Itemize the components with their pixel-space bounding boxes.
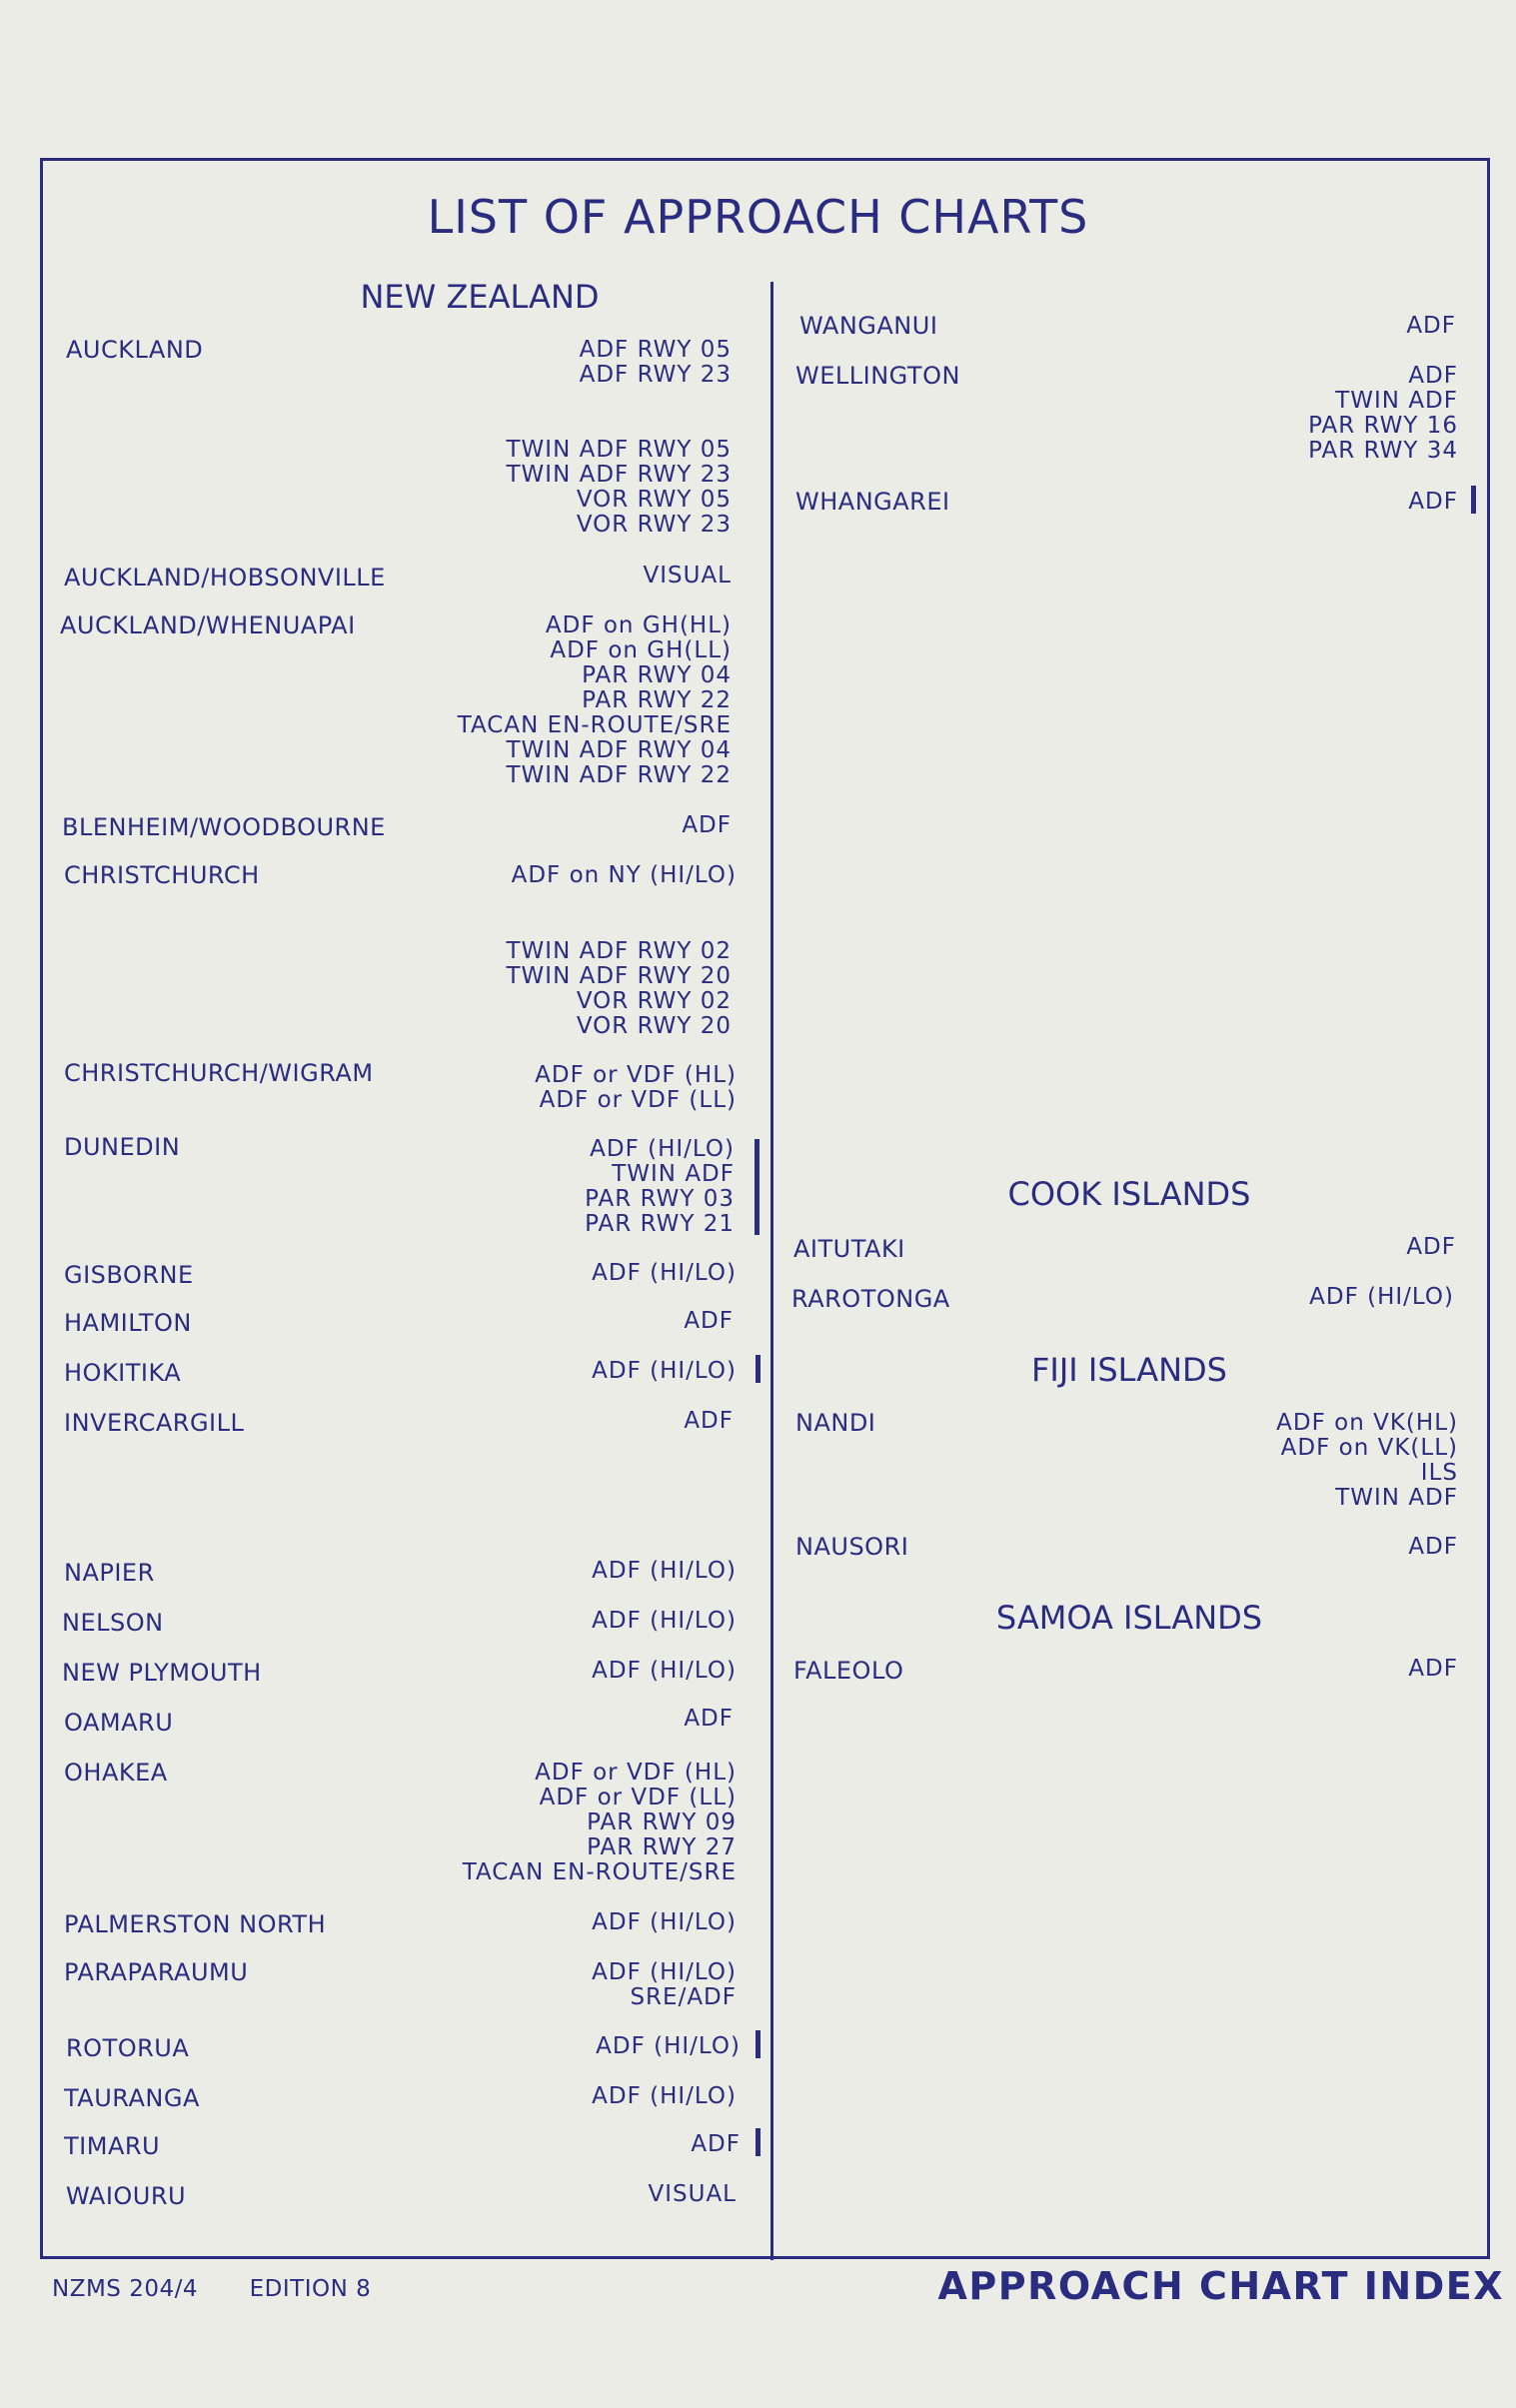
amendment-bar: [756, 2128, 760, 2156]
chart-entry: ADF or VDF (LL): [539, 1087, 737, 1113]
chart-entry: ADF (HI/LO): [592, 2083, 737, 2109]
chart-entry: ADF on GH(LL): [550, 637, 732, 663]
chart-entry: VOR RWY 02: [576, 988, 732, 1014]
chart-entry: TWIN ADF RWY 02: [506, 938, 732, 964]
section-new-zealand: NEW ZEALAND: [360, 278, 600, 316]
chart-entry: PAR RWY 03: [585, 1186, 735, 1212]
chart-entry: TWIN ADF RWY 20: [506, 963, 732, 989]
chart-entry: ADF or VDF (HL): [535, 1760, 737, 1786]
place-blenheim-woodbourne: BLENHEIM/WOODBOURNE: [62, 813, 386, 841]
chart-entry: ADF (HI/LO): [592, 1658, 737, 1684]
chart-entry: TWIN ADF: [1335, 388, 1458, 414]
amendment-bar: [756, 1355, 760, 1383]
charts-dunedin: [585, 1137, 735, 1237]
charts-auckland: [580, 338, 732, 388]
charts-gisborne: [592, 1261, 737, 1286]
chart-entry: PAR RWY 16: [1308, 413, 1458, 439]
charts-wellington: [1308, 364, 1458, 464]
place-auckland-hobsonville: AUCKLAND/HOBSONVILLE: [64, 564, 386, 592]
chart-entry: ADF on VK(LL): [1280, 1435, 1458, 1461]
place-hamilton: HAMILTON: [64, 1309, 192, 1337]
chart-entry: ADF: [1408, 489, 1458, 515]
place-oamaru: OAMARU: [64, 1709, 174, 1737]
footer-series-edition: [52, 2276, 371, 2302]
chart-entry: TACAN EN-ROUTE/SRE: [462, 1859, 737, 1885]
charts-whangarei: [1408, 490, 1458, 515]
chart-entry: SRE/ADF: [630, 1984, 737, 2010]
chart-entry: ADF (HI/LO): [590, 1136, 735, 1162]
chart-entry: TWIN ADF RWY 05: [506, 437, 732, 463]
place-gisborne: GISBORNE: [64, 1261, 194, 1289]
chart-entry: ADF (HI/LO): [592, 1909, 737, 1935]
column-divider: [770, 282, 773, 2260]
place-christchurch-wigram: CHRISTCHURCH/WIGRAM: [64, 1059, 374, 1087]
charts-invercargill: [684, 1409, 734, 1434]
chart-entry: ILS: [1420, 1460, 1458, 1486]
chart-entry: VISUAL: [648, 2181, 737, 2207]
chart-entry: ADF: [1406, 1234, 1456, 1260]
place-waiouru: WAIOURU: [66, 2182, 187, 2210]
charts-auckland-whenuapai: [458, 613, 732, 788]
place-faleolo: FALEOLO: [793, 1657, 904, 1685]
charts-oamaru: [684, 1707, 734, 1732]
chart-entry: ADF (HI/LO): [596, 2033, 741, 2059]
chart-entry: ADF: [684, 1308, 734, 1334]
chart-entry: ADF RWY 23: [579, 362, 732, 388]
chart-entry: TWIN ADF: [612, 1161, 735, 1187]
place-rarotonga: RAROTONGA: [791, 1285, 950, 1313]
charts-christchurch-continued: [507, 939, 733, 1039]
chart-entry: ADF (HI/LO): [592, 1558, 737, 1584]
charts-christchurch-wigram: [535, 1063, 737, 1113]
chart-entry: ADF: [1408, 363, 1458, 389]
section-fiji-islands: FIJI ISLANDS: [1031, 1351, 1227, 1389]
place-nelson: NELSON: [62, 1609, 164, 1637]
chart-entry: ADF: [682, 812, 732, 838]
place-tauranga: TAURANGA: [64, 2084, 200, 2112]
amendment-bar: [1471, 486, 1476, 514]
chart-entry: ADF: [684, 1706, 734, 1732]
place-auckland: AUCKLAND: [66, 336, 204, 364]
place-whangarei: WHANGAREI: [795, 488, 950, 516]
page-title: LIST OF APPROACH CHARTS: [427, 190, 1089, 244]
chart-entry: PAR RWY 34: [1308, 438, 1458, 464]
place-wellington: WELLINGTON: [795, 362, 960, 390]
charts-palmerston-north: [592, 1910, 737, 1935]
chart-entry: ADF: [1406, 313, 1456, 339]
section-cook-islands: COOK ISLANDS: [1007, 1175, 1251, 1213]
chart-entry: ADF on VK(HL): [1276, 1410, 1458, 1436]
chart-entry: PAR RWY 22: [582, 687, 732, 713]
chart-entry: PAR RWY 09: [587, 1809, 737, 1835]
amendment-bar: [756, 2030, 760, 2058]
charts-auckland-continued: [507, 438, 733, 538]
place-invercargill: INVERCARGILL: [64, 1409, 245, 1437]
charts-rarotonga: [1309, 1285, 1454, 1310]
place-nandi: NANDI: [795, 1409, 876, 1437]
place-new-plymouth: NEW PLYMOUTH: [62, 1659, 262, 1687]
place-hokitika: HOKITIKA: [64, 1359, 182, 1387]
section-samoa-islands: SAMOA ISLANDS: [995, 1599, 1263, 1637]
chart-entry: TWIN ADF RWY 04: [506, 737, 732, 763]
place-ohakea: OHAKEA: [64, 1759, 168, 1787]
charts-blenheim-woodbourne: [682, 813, 732, 838]
chart-entry: PAR RWY 27: [587, 1834, 737, 1860]
chart-entry: ADF (HI/LO): [592, 1959, 737, 1985]
place-auckland-whenuapai: AUCKLAND/WHENUAPAI: [60, 611, 356, 639]
place-rotorua: ROTORUA: [66, 2034, 190, 2062]
charts-nelson: [592, 1609, 737, 1634]
series-number: NZMS 204/4: [52, 2276, 198, 2302]
charts-aitutaki: [1406, 1235, 1456, 1260]
chart-entry: TWIN ADF RWY 22: [506, 762, 732, 788]
chart-entry: VISUAL: [643, 563, 732, 589]
place-timaru: TIMARU: [64, 2132, 161, 2160]
place-dunedin: DUNEDIN: [64, 1133, 181, 1161]
charts-waiouru: [649, 2182, 738, 2207]
charts-nausori: [1408, 1535, 1458, 1560]
chart-entry: TWIN ADF: [1335, 1485, 1458, 1511]
place-palmerston-north: PALMERSTON NORTH: [64, 1910, 327, 1938]
chart-entry: ADF: [684, 1408, 734, 1434]
chart-entry: ADF: [1408, 1534, 1458, 1560]
chart-entry: ADF (HI/LO): [592, 1358, 737, 1384]
charts-tauranga: [592, 2084, 737, 2109]
chart-entry: PAR RWY 04: [582, 662, 732, 688]
edition-label: EDITION 8: [249, 2276, 372, 2302]
place-nausori: NAUSORI: [795, 1533, 909, 1561]
place-wanganui: WANGANUI: [799, 312, 938, 340]
chart-entry: ADF or VDF (HL): [535, 1062, 737, 1088]
charts-timaru: [691, 2132, 741, 2157]
charts-auckland-hobsonville: [644, 564, 733, 589]
charts-wanganui: [1406, 314, 1456, 339]
charts-nandi: [1276, 1411, 1458, 1511]
chart-entry: VOR RWY 05: [576, 487, 732, 513]
charts-paraparaumu: [592, 1960, 737, 2010]
place-paraparaumu: PARAPARAUMU: [64, 1958, 249, 1986]
place-christchurch: CHRISTCHURCH: [64, 861, 260, 889]
chart-entry: ADF: [691, 2131, 741, 2157]
chart-entry: ADF on GH(HL): [545, 612, 732, 638]
charts-ohakea: [463, 1761, 737, 1885]
chart-entry: VOR RWY 20: [576, 1013, 732, 1039]
chart-entry: ADF (HI/LO): [592, 1608, 737, 1634]
chart-entry: TACAN EN-ROUTE/SRE: [457, 712, 732, 738]
amendment-bar: [755, 1139, 759, 1235]
index-title: APPROACH CHART INDEX: [937, 2264, 1504, 2308]
place-napier: NAPIER: [64, 1559, 155, 1587]
place-aitutaki: AITUTAKI: [793, 1235, 905, 1263]
chart-entry: ADF on NY (HI/LO): [511, 862, 737, 888]
chart-entry: ADF (HI/LO): [592, 1260, 737, 1286]
charts-rotorua: [596, 2034, 741, 2059]
charts-faleolo: [1408, 1657, 1458, 1682]
chart-entry: PAR RWY 21: [585, 1211, 735, 1237]
charts-hamilton: [684, 1309, 734, 1334]
chart-entry: ADF (HI/LO): [1309, 1284, 1454, 1310]
charts-hokitika: [592, 1359, 737, 1384]
charts-new-plymouth: [592, 1659, 737, 1684]
chart-entry: ADF RWY 05: [579, 337, 732, 363]
charts-christchurch: [512, 863, 737, 888]
chart-entry: TWIN ADF RWY 23: [506, 462, 732, 488]
chart-entry: ADF: [1408, 1656, 1458, 1682]
chart-entry: ADF or VDF (LL): [539, 1785, 737, 1810]
charts-napier: [592, 1559, 737, 1584]
chart-entry: VOR RWY 23: [576, 512, 732, 538]
